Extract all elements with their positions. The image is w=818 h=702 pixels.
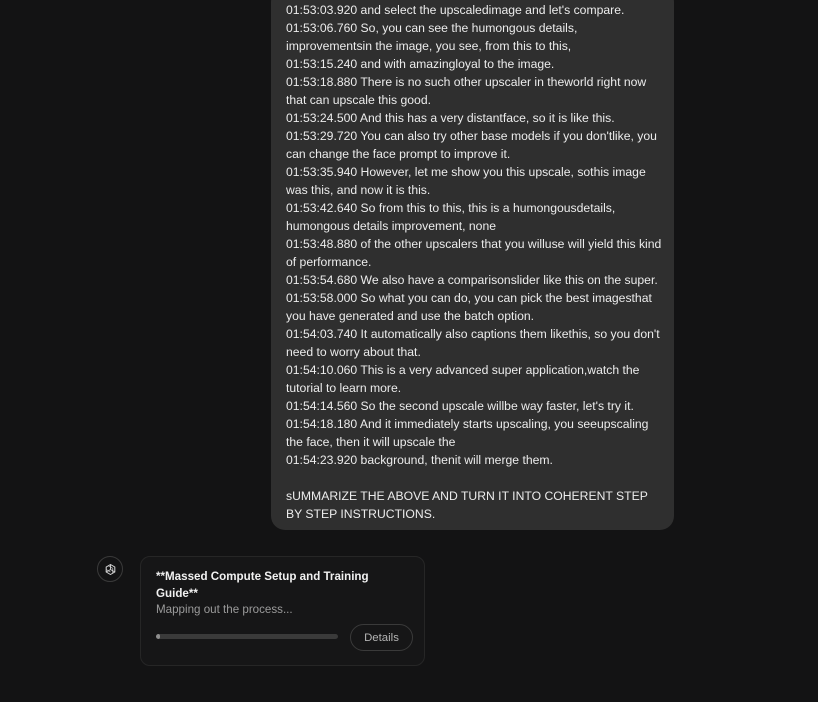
details-button[interactable]: Details (350, 624, 413, 651)
transcript-line: 01:54:23.920 background, thenit will merge them. (286, 453, 553, 467)
transcript-line: 01:54:10.060 This is a very advanced super application,watch the tutorial to learn more. (286, 363, 643, 395)
transcript-line: 01:53:03.920 and select the upscaledimage and let's compare. (286, 3, 625, 17)
reasoning-title: **Massed Compute Setup and Training Guide** (156, 570, 369, 600)
transcript-line: 01:53:29.720 You can also try other base models if you don'tlike, you can change the face prompt to improve it. (286, 129, 661, 161)
user-message-bubble (271, 0, 674, 530)
paragraph-gap (286, 469, 664, 487)
reasoning-status: Mapping out the process... (156, 603, 293, 616)
reasoning-progress-fill (156, 634, 160, 639)
transcript-line: 01:53:48.880 of the other upscalers that you willuse will yield this kind of performance. (286, 237, 665, 269)
transcript-line: 01:53:58.000 So what you can do, you can pick the best imagesthat you have generated and use the batch option. (286, 291, 656, 323)
transcript-line: 01:54:18.180 And it immediately starts upscaling, you seeupscaling the face, then it will upscale the (286, 417, 652, 449)
transcript-line: 01:54:14.560 So the second upscale willbe way faster, let's try it. (286, 399, 634, 413)
transcript-line: 01:53:24.500 And this has a very distantface, so it is like this. (286, 111, 615, 125)
transcript-line: 01:53:54.680 We also have a comparisonslider like this on the super. (286, 273, 658, 287)
reasoning-card (140, 556, 425, 666)
transcript-line: 01:53:15.240 and with amazingloyal to the image. (286, 57, 555, 71)
transcript-line: 01:54:03.740 It automatically also captions them likethis, so you don't need to worry about that. (286, 327, 663, 359)
user-instruction: sUMMARIZE THE ABOVE AND TURN IT INTO COHERENT STEP BY STEP INSTRUCTIONS. (286, 489, 652, 521)
transcript-line: 01:53:35.940 However, let me show you this upscale, sothis image was this, and now it is this. (286, 165, 650, 197)
transcript-line: 01:53:42.640 So from this to this, this is a humongousdetails, humongous details improvement, none (286, 201, 619, 233)
transcript-line: 01:53:18.880 There is no such other upscaler in theworld right now that can upscale this good. (286, 75, 650, 107)
assistant-avatar (97, 556, 123, 582)
transcript-line: 01:53:06.760 So, you can see the humongous details, improvementsin the image, you see, from this to this, (286, 21, 581, 53)
transcript-lines (286, 1, 664, 469)
openai-logo-icon (103, 562, 118, 577)
reasoning-progress-bar (156, 634, 338, 639)
